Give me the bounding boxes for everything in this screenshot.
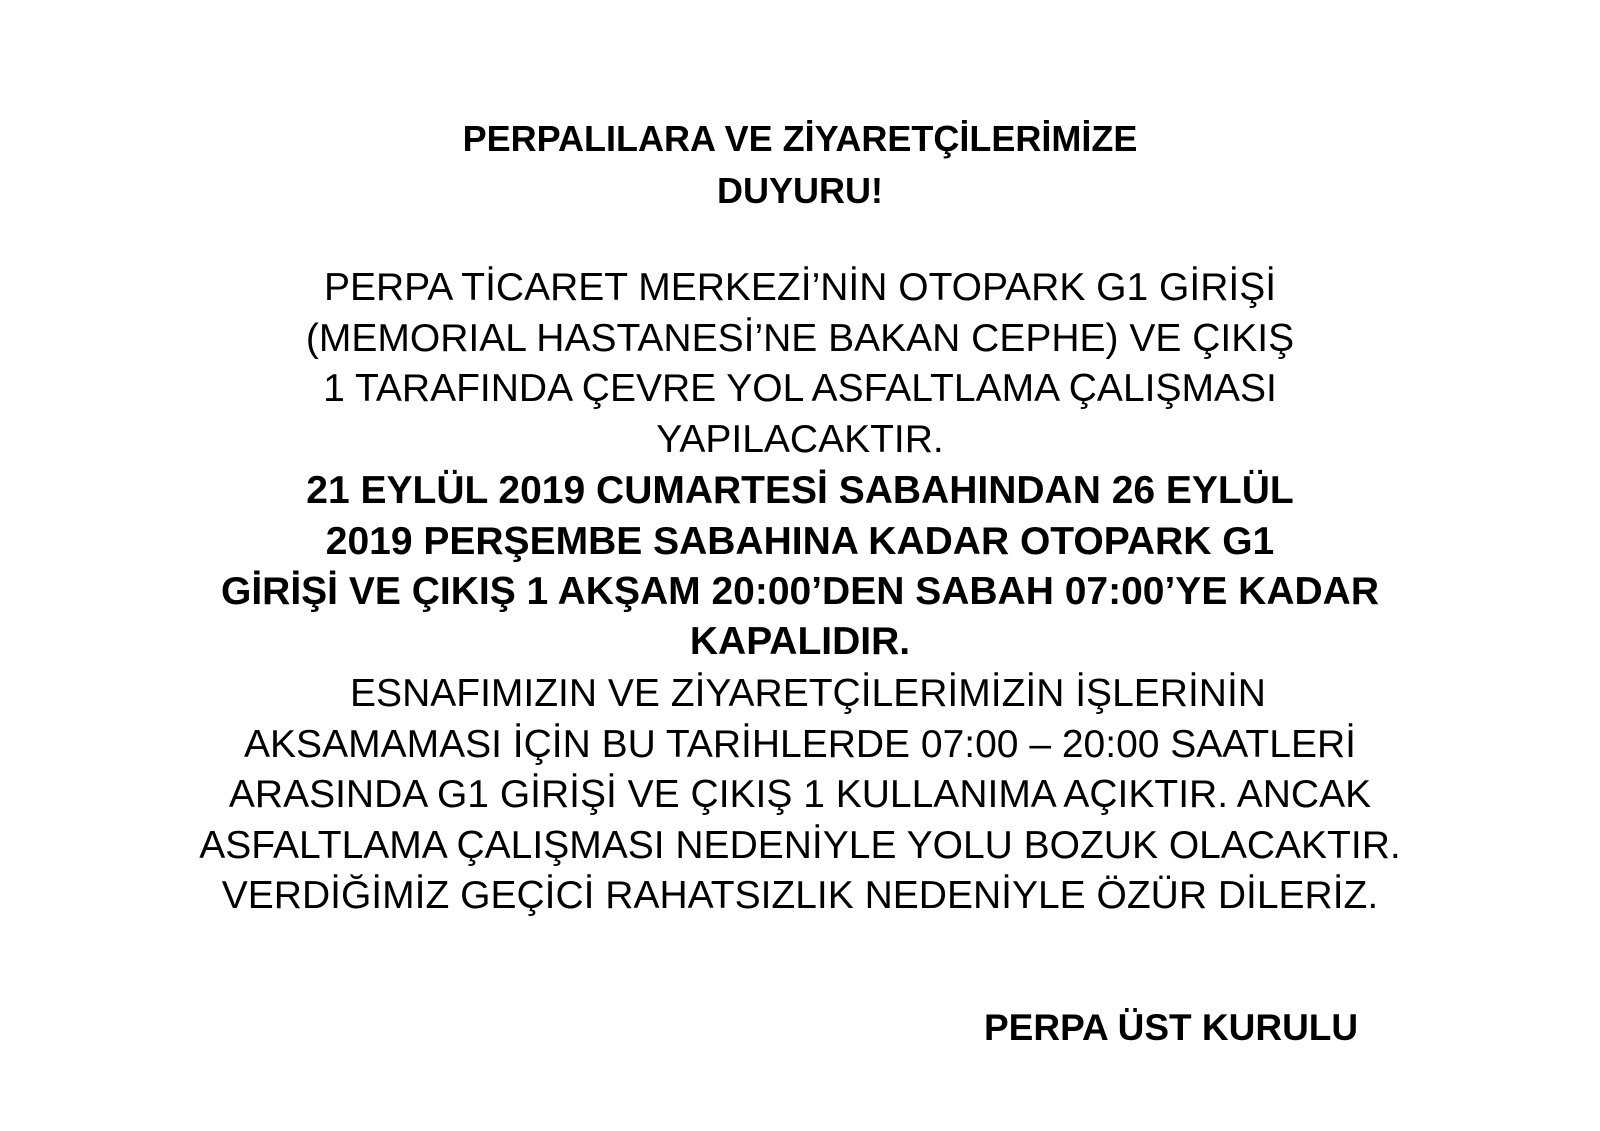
detail-line-5: VERDİĞİMİZ GEÇİCİ RAHATSIZLIK NEDENİYLE ÖZÜR DİLERİZ. (221, 874, 1379, 917)
notice-bold-line-4: KAPALIDIR. (689, 620, 911, 663)
detail-line-4: ASFALTLAMA ÇALIŞMASI NEDENİYLE YOLU BOZUK OLACAKTIR. (199, 824, 1401, 867)
detail-line-3: ARASINDA G1 GİRİŞİ VE ÇIKIŞ 1 KULLANIMA AÇIKTIR. ANCAK (228, 773, 1372, 816)
heading-line-2: DUYURU! (717, 170, 883, 211)
heading-line-1: PERPALILARA VE ZİYARETÇİLERİMİZE (462, 118, 1138, 159)
notice-bold-line-2: 2019 PERŞEMBE SABAHINA KADAR OTOPARK G1 (325, 520, 1275, 563)
notice-bold-line-3: GİRİŞİ VE ÇIKIŞ 1 AKŞAM 20:00’DEN SABAH 07:00’YE KADAR (220, 570, 1379, 613)
intro-line-4: YAPILACAKTIR. (656, 418, 944, 461)
signature: PERPA ÜST KURULU (984, 1007, 1359, 1048)
detail-line-2: AKSAMAMASI İÇİN BU TARİHLERDE 07:00 – 20:00 SAATLERİ (244, 723, 1356, 766)
intro-line-3: 1 TARAFINDA ÇEVRE YOL ASFALTLAMA ÇALIŞMASI (323, 367, 1277, 410)
intro-line-2: (MEMORIAL HASTANESİ’NE BAKAN CEPHE) VE ÇIKIŞ (305, 317, 1295, 360)
detail-line-1: ESNAFIMIZIN VE ZİYARETÇİLERİMİZİN İŞLERİNİN (350, 672, 1266, 715)
notice-bold-line-1: 21 EYLÜL 2019 CUMARTESİ SABAHINDAN 26 EYLÜL (306, 469, 1294, 512)
intro-line-1: PERPA TİCARET MERKEZİ’NİN OTOPARK G1 GİRİŞİ (323, 266, 1277, 309)
